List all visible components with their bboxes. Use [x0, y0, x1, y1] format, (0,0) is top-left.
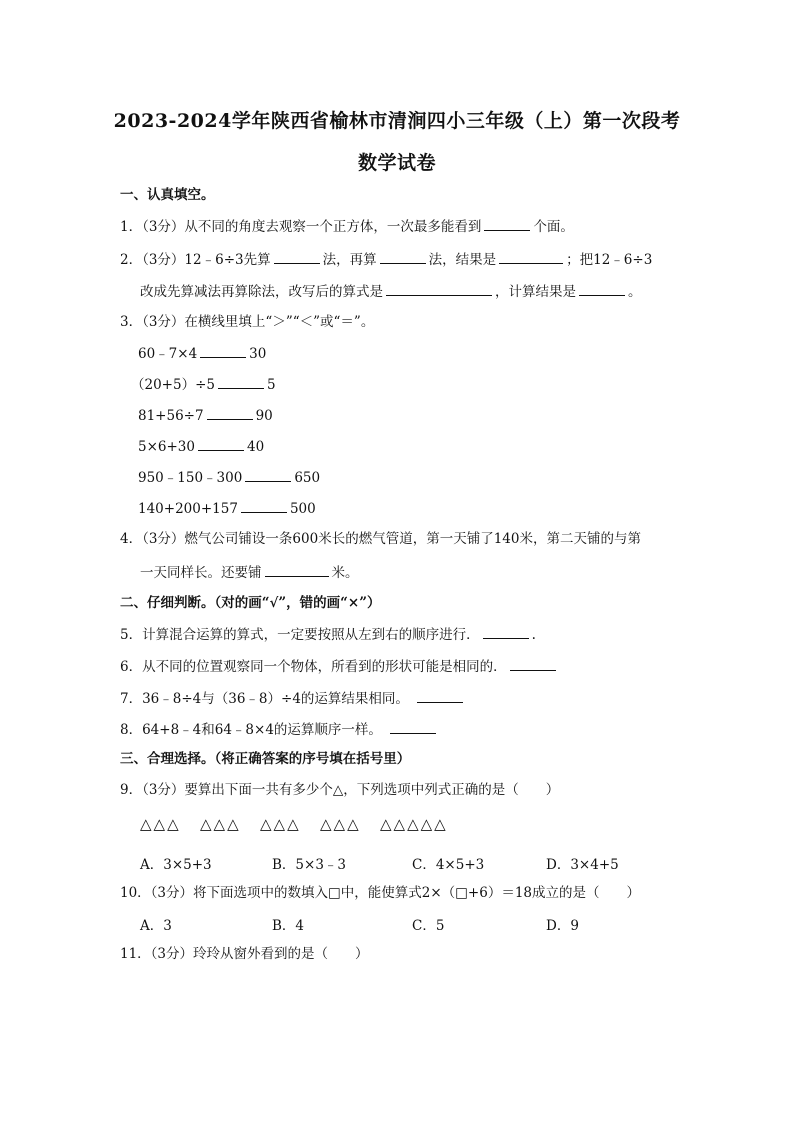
q1-text: 1．（3分）从不同的角度去观察一个正方体，一次最多能看到	[120, 219, 482, 235]
triangle-group: △△△	[200, 815, 241, 833]
q6-text: 6．从不同的位置观察同一个物体，所看到的形状可能是相同的．	[120, 659, 507, 675]
question-5	[120, 624, 536, 644]
answer-blank[interactable]	[241, 498, 287, 513]
answer-blank[interactable]	[579, 281, 625, 296]
question-11: 11．（3分）玲玲从窗外看到的是（ ）	[120, 946, 369, 962]
q10-option-c[interactable]: C．5	[412, 918, 445, 934]
compare-item	[131, 374, 276, 394]
compare-right: 5	[266, 377, 276, 393]
question-2-line2	[140, 281, 642, 301]
answer-blank[interactable]	[200, 343, 246, 358]
answer-blank[interactable]	[510, 656, 556, 671]
question-7	[120, 688, 466, 708]
section2-heading: 二、仔细判断。（对的画“√”，错的画“×”）	[120, 595, 381, 611]
q10-option-d[interactable]: D．9	[546, 918, 579, 934]
answer-blank[interactable]	[386, 281, 492, 296]
question-6	[120, 656, 559, 676]
answer-blank[interactable]	[483, 624, 529, 639]
compare-left: （20+5）÷5	[131, 377, 215, 393]
triangle-group: △△△△△	[380, 815, 448, 833]
answer-blank[interactable]	[245, 467, 291, 482]
q9-option-c[interactable]: C．4×5+3	[412, 857, 485, 873]
question-2-line1	[120, 249, 652, 269]
q10-option-a[interactable]: A．3	[140, 918, 172, 934]
answer-blank[interactable]	[380, 249, 426, 264]
compare-item	[138, 405, 273, 425]
answer-blank[interactable]	[499, 249, 563, 264]
q5-text: 5．计算混合运算的算式，一定要按照从左到右的顺序进行．	[120, 627, 480, 643]
compare-right: 90	[255, 408, 273, 424]
compare-item	[138, 467, 320, 487]
answer-blank[interactable]	[417, 688, 463, 703]
triangle-group: △△△	[140, 815, 181, 833]
question-3: 3．（3分）在横线里填上“＞”“＜”或“＝”。	[120, 314, 375, 330]
triangle-group: △△△	[320, 815, 361, 833]
q9-option-b[interactable]: B．5×3﹣3	[272, 857, 346, 873]
question-8	[120, 719, 439, 739]
compare-right: 40	[246, 439, 265, 455]
q4-text-a: 一天同样长。还要铺	[140, 565, 262, 581]
question-4-line2	[140, 562, 359, 582]
answer-blank[interactable]	[218, 374, 264, 389]
compare-item	[138, 436, 264, 456]
answer-blank[interactable]	[198, 436, 244, 451]
compare-right: 650	[294, 470, 321, 486]
question-1	[120, 216, 574, 236]
q2-text-a: 2．（3分）12﹣6÷3先算	[120, 252, 271, 268]
q4-text-b: 米。	[331, 565, 359, 581]
answer-blank[interactable]	[484, 216, 530, 231]
compare-right: 500	[289, 501, 316, 517]
compare-left: 140+200+157	[138, 501, 238, 517]
q8-text: 8．64+8﹣4和64﹣8×4的运算顺序一样。	[120, 722, 382, 738]
answer-blank[interactable]	[265, 562, 329, 577]
compare-item	[138, 498, 316, 518]
q2-text-b: 法，再算	[322, 252, 377, 268]
compare-left: 60﹣7×4	[138, 346, 198, 362]
q1-text-end: 个面。	[533, 219, 574, 235]
q2-text-g: 。	[628, 284, 642, 300]
compare-left: 950﹣150﹣300	[138, 470, 243, 486]
q9-option-d[interactable]: D．3×4+5	[546, 857, 619, 873]
compare-right: 30	[249, 346, 267, 362]
exam-title-line2: 数学试卷	[357, 152, 436, 174]
answer-blank[interactable]	[207, 405, 253, 420]
q2-text-f: ，计算结果是	[495, 284, 576, 300]
q2-text-e: 改成先算减法再算除法，改写后的算式是	[140, 284, 383, 300]
exam-title-line1: 2023-2024学年陕西省榆林市清涧四小三年级（上）第一次段考	[113, 110, 681, 132]
question-9: 9．（3分）要算出下面一共有多少个△，下列选项中列式正确的是（ ）	[120, 782, 560, 798]
q10-option-b[interactable]: B．4	[272, 918, 305, 934]
compare-item	[138, 343, 266, 363]
section3-heading: 三、合理选择。（将正确答案的序号填在括号里）	[120, 751, 411, 767]
q2-text-c: 法，结果是	[428, 252, 497, 268]
section1-heading: 一、认真填空。	[120, 187, 215, 203]
answer-blank[interactable]	[274, 249, 320, 264]
q2-text-d: ；把12﹣6÷3	[566, 252, 653, 268]
q9-option-a[interactable]: A．3×5+3	[140, 857, 212, 873]
answer-blank[interactable]	[390, 719, 436, 734]
q5-period: .	[531, 627, 536, 643]
compare-left: 81+56÷7	[138, 408, 204, 424]
question-10: 10．（3分）将下面选项中的数填入□中，能使算式2×（□+6）＝18成立的是（ ）	[120, 885, 641, 901]
triangle-group: △△△	[260, 815, 301, 833]
q7-text: 7．36﹣8÷4与（36﹣8）÷4的运算结果相同。	[120, 691, 409, 707]
question-4-line1: 4．（3分）燃气公司铺设一条600米长的燃气管道，第一天铺了140米，第二天铺的与第	[120, 531, 641, 547]
compare-left: 5×6+30	[138, 439, 195, 455]
